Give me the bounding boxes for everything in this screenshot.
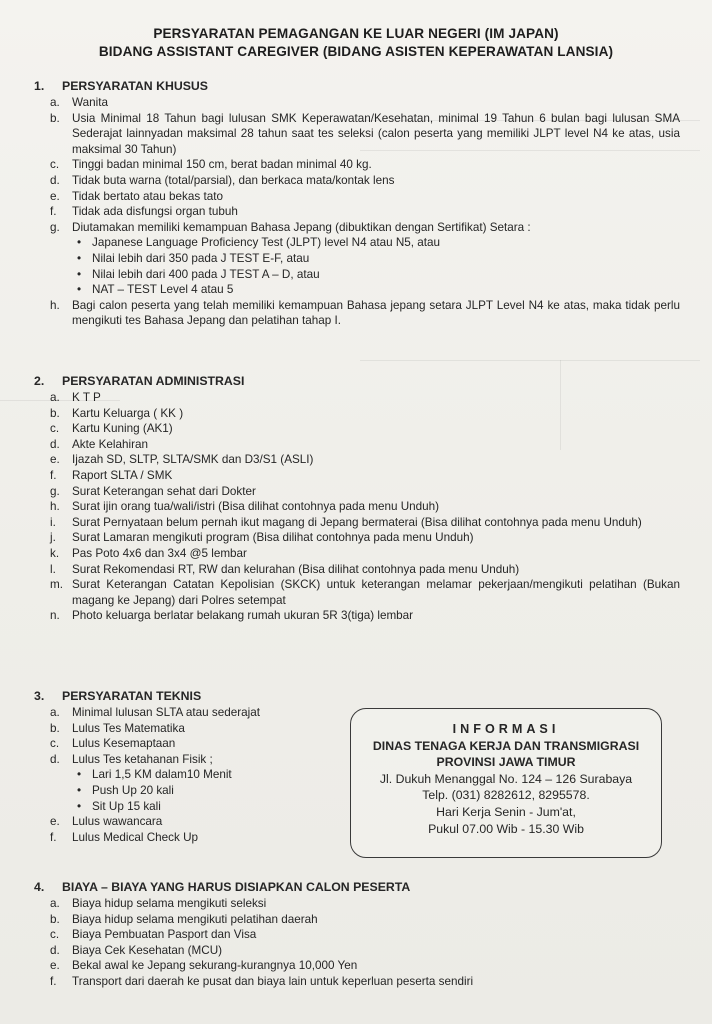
- section-persyaratan-administrasi: [30, 373, 680, 624]
- list-item: d. Lulus Tes ketahanan Fisik ;: [50, 752, 213, 766]
- list-item: l. Surat Rekomendasi RT, RW dan kelurahan (Bisa dilihat contohnya pada menu Unduh): [50, 562, 520, 576]
- bullet-icon: •: [77, 283, 82, 297]
- bullet-item: • Nilai lebih dari 400 pada J TEST A – D, atau: [77, 267, 320, 281]
- list-item: a. Biaya hidup selama mengikuti seleksi: [50, 897, 267, 910]
- list-item: f. Lulus Medical Check Up: [50, 830, 199, 844]
- bullet-item: • Lari 1,5 KM dalam10 Menit: [77, 768, 232, 782]
- bullet-item: • Sit Up 15 kali: [77, 799, 161, 813]
- list-item: b. Biaya hidup selama mengikuti pelatihan daerah: [50, 912, 318, 926]
- list-item: i. Surat Pernyataan belum pernah ikut magang di Jepang bermaterai (Bisa dilihat contohnya pada menu Unduh): [50, 515, 642, 529]
- list-item: j. Surat Lamaran mengikuti program (Bisa dilihat contohnya pada menu Unduh): [50, 531, 474, 545]
- bullet-icon: •: [77, 783, 82, 797]
- section-heading: 3. PERSYARATAN TEKNIS: [34, 689, 202, 703]
- info-agency: DINAS TENAGA KERJA DAN TRANSMIGRASI: [372, 738, 640, 753]
- list-item: a. Minimal lulusan SLTA atau sederajat: [50, 706, 260, 719]
- section-heading: 2. PERSYARATAN ADMINISTRASI: [34, 374, 245, 388]
- list-item: c. Kartu Kuning (AK1): [50, 422, 173, 436]
- section-persyaratan-khusus: [30, 78, 680, 329]
- bullet-icon: •: [77, 236, 82, 250]
- section-heading: 1. PERSYARATAN KHUSUS: [34, 79, 208, 93]
- info-hours: Pukul 07.00 Wib - 15.30 Wib: [428, 821, 584, 836]
- info-box: [350, 708, 662, 858]
- bullet-item: • Nilai lebih dari 350 pada J TEST E-F, atau: [77, 251, 310, 265]
- list-item: c. Biaya Pembuatan Pasport dan Visa: [50, 928, 257, 942]
- list-item: g. Surat Keterangan sehat dari Dokter: [50, 484, 256, 498]
- info-heading: INFORMASI: [452, 722, 560, 736]
- bullet-item: • Push Up 20 kali: [77, 783, 174, 797]
- list-item: d. Akte Kelahiran: [50, 437, 149, 451]
- info-address: Jl. Dukuh Menanggal No. 124 – 126 Surabaya: [379, 771, 633, 786]
- info-work-days: Hari Kerja Senin - Jum'at,: [436, 804, 576, 819]
- list-item: c. Tinggi badan minimal 150 cm, berat badan minimal 40 kg.: [50, 158, 372, 172]
- bullet-icon: •: [77, 267, 82, 281]
- document-title-line2: BIDANG ASSISTANT CAREGIVER (BIDANG ASISTEN KEPERAWATAN LANSIA): [98, 44, 614, 59]
- list-item: k. Pas Poto 4x6 dan 3x4 @5 lembar: [50, 546, 247, 560]
- list-item: b. Usia Minimal 18 Tahun bagi lulusan SMK Keperawatan/Kesehatan, minimal 19 Tahun 6 bulan bagi lulusan SMA Sederajat lainnyadan maksimal 28 tahun saat tes seleksi (calon peserta yang memiliki JLPT level N4 ke atas, usia maksimal 30 Tahun): [50, 111, 680, 156]
- list-item: m. Surat Keterangan Catatan Kepolisian (SKCK) untuk keterangan melamar pekerjaan/mengikuti pelatihan (Bukan magang ke Jepang) dari Polres setempat: [50, 578, 680, 607]
- section-biaya: [30, 879, 680, 990]
- list-item: a. K T P: [50, 391, 101, 404]
- list-item: b. Lulus Tes Matematika: [50, 721, 185, 735]
- list-item: f. Tidak ada disfungsi organ tubuh: [50, 205, 238, 219]
- list-item: f. Transport dari daerah ke pusat dan biaya lain untuk keperluan peserta sendiri: [50, 974, 474, 988]
- list-item: e. Bekal awal ke Jepang sekurang-kurangnya 10,000 Yen: [50, 959, 358, 973]
- list-item: d. Tidak buta warna (total/parsial), dan berkaca mata/kontak lens: [50, 173, 395, 187]
- list-item: c. Lulus Kesemaptaan: [50, 737, 176, 751]
- bullet-icon: •: [77, 799, 82, 813]
- section-heading: 4. BIAYA – BIAYA YANG HARUS DISIAPKAN CALON PESERTA: [34, 880, 411, 894]
- list-item: h. Bagi calon peserta yang telah memiliki kemampuan Bahasa jepang setara JLPT Level N4 ke atas, maka tidak perlu mengikuti tes Bahasa Jepang dan pelatihan tahap I.: [50, 298, 680, 328]
- document-title-line1: PERSYARATAN PEMAGANGAN KE LUAR NEGERI (IM JAPAN): [153, 26, 559, 41]
- list-item: g. Diutamakan memiliki kemampuan Bahasa Jepang (dibuktikan dengan Sertifikat) Setara :: [50, 220, 531, 234]
- list-item: e. Ijazah SD, SLTP, SLTA/SMK dan D3/S1 (ASLI): [50, 453, 314, 467]
- list-item: f. Raport SLTA / SMK: [50, 468, 173, 482]
- list-item: e. Tidak bertato atau bekas tato: [50, 189, 223, 203]
- list-item: n. Photo keluarga berlatar belakang rumah ukuran 5R 3(tiga) lembar: [50, 609, 414, 623]
- bullet-icon: •: [77, 768, 82, 782]
- info-phone: Telp. (031) 8282612, 8295578.: [422, 788, 590, 803]
- list-item: d. Biaya Cek Kesehatan (MCU): [50, 943, 223, 957]
- list-item: h. Surat ijin orang tua/wali/istri (Bisa dilihat contohnya pada menu Unduh): [50, 500, 440, 514]
- bullet-item: • Japanese Language Proficiency Test (JLPT) level N4 atau N5, atau: [77, 236, 441, 250]
- list-item: b. Kartu Keluarga ( KK ): [50, 406, 184, 420]
- list-item: e. Lulus wawancara: [50, 815, 163, 829]
- list-item: a. Wanita: [50, 96, 108, 109]
- bullet-icon: •: [77, 251, 82, 265]
- info-province: PROVINSI JAWA TIMUR: [436, 755, 576, 770]
- bullet-item: • NAT – TEST Level 4 atau 5: [77, 283, 234, 297]
